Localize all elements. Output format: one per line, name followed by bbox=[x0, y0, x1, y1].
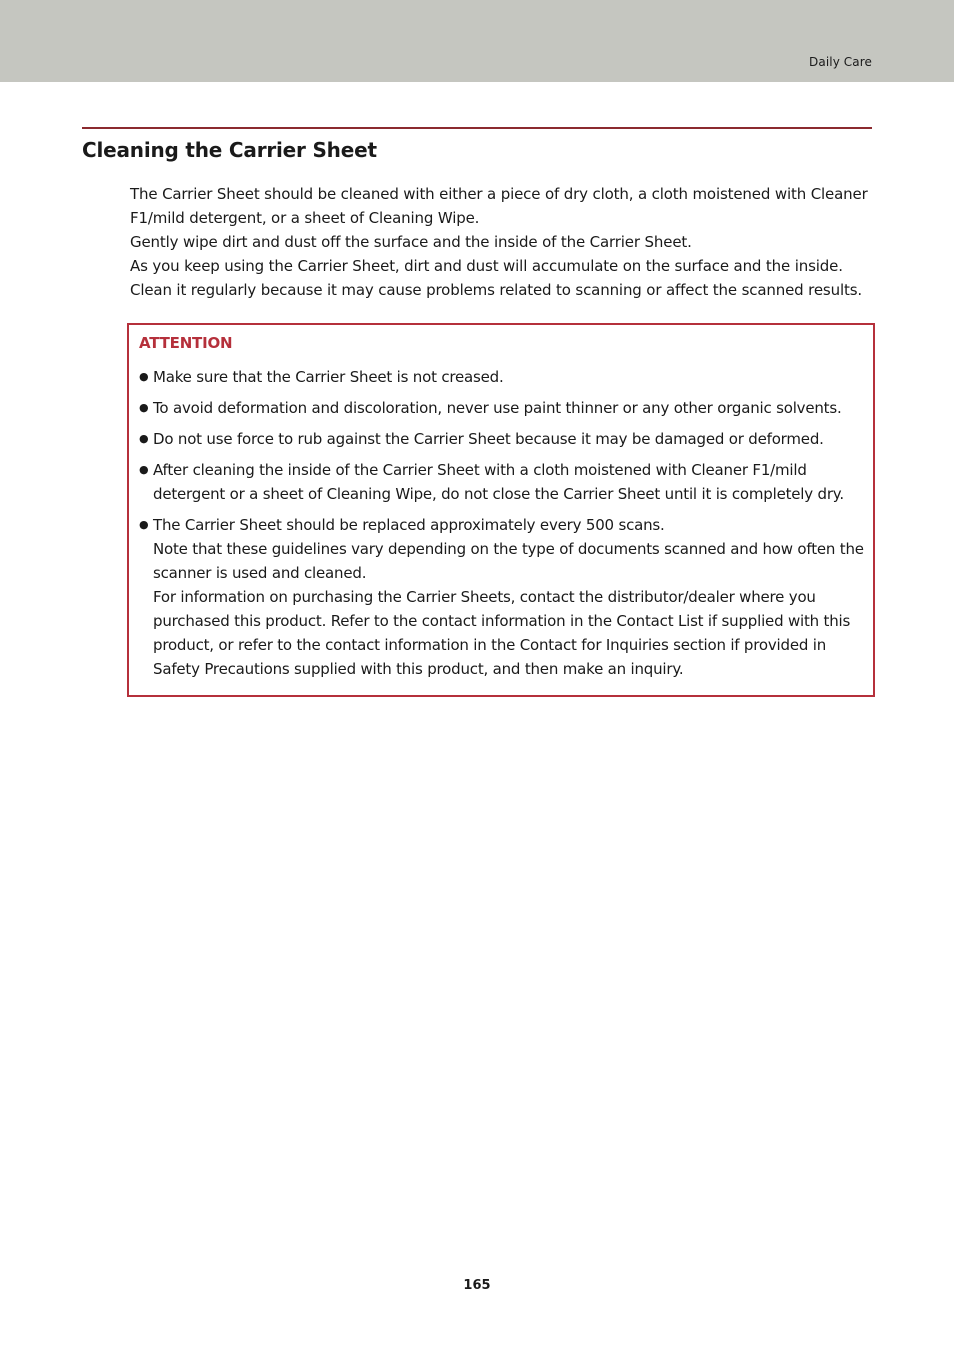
bullet-icon: ● bbox=[139, 463, 149, 476]
bullet-icon: ● bbox=[139, 370, 149, 383]
attention-item-text: After cleaning the inside of the Carrier Sheet with a cloth moistened with Cleaner F1/mild detergent or a sheet of Cleaning Wipe, do not close the Carrier Sheet until it is completely dry. bbox=[153, 461, 844, 503]
attention-item-text: The Carrier Sheet should be replaced approximately every 500 scans. bbox=[153, 516, 665, 534]
attention-item-text: Do not use force to rub against the Carrier Sheet because it may be damaged or deformed. bbox=[153, 430, 824, 448]
section-label: Daily Care bbox=[809, 55, 872, 69]
intro-paragraph: Gently wipe dirt and dust off the surface and the inside of the Carrier Sheet. bbox=[130, 233, 692, 251]
intro-paragraph: The Carrier Sheet should be cleaned with either a piece of dry cloth, a cloth moistened with Cleaner F1/mild detergent, or a sheet of Cleaning Wipe. bbox=[130, 185, 868, 227]
page-number: 165 bbox=[463, 1278, 491, 1293]
attention-item-text: For information on purchasing the Carrier Sheets, contact the distributor/dealer where you purchased this product. Refer to the contact information in the Contact List if supplied with this product, or refer to the contact information in the Contact for Inquiries section if provided in Safety Precautions supplied with this product, and then make an inquiry. bbox=[153, 588, 851, 678]
heading-rule bbox=[82, 127, 872, 129]
attention-item-text: Make sure that the Carrier Sheet is not creased. bbox=[153, 368, 504, 386]
attention-item bbox=[139, 427, 869, 451]
attention-item bbox=[139, 458, 869, 506]
attention-item bbox=[139, 365, 869, 389]
attention-item-text: Note that these guidelines vary depending on the type of documents scanned and how often the scanner is used and cleaned. bbox=[153, 540, 864, 582]
attention-list bbox=[139, 365, 869, 688]
attention-item-text: To avoid deformation and discoloration, never use paint thinner or any other organic solvents. bbox=[153, 399, 842, 417]
attention-box bbox=[127, 323, 875, 697]
header-band bbox=[0, 0, 954, 82]
attention-title: ATTENTION bbox=[139, 334, 233, 352]
bullet-icon: ● bbox=[139, 518, 149, 531]
attention-item bbox=[139, 396, 869, 420]
bullet-icon: ● bbox=[139, 401, 149, 414]
intro-paragraph: Clean it regularly because it may cause problems related to scanning or affect the scanned results. bbox=[130, 281, 862, 299]
attention-item bbox=[139, 513, 869, 681]
intro-text bbox=[130, 182, 875, 302]
page-title: Cleaning the Carrier Sheet bbox=[82, 138, 377, 162]
bullet-icon: ● bbox=[139, 432, 149, 445]
intro-paragraph: As you keep using the Carrier Sheet, dirt and dust will accumulate on the surface and the inside. bbox=[130, 257, 843, 275]
